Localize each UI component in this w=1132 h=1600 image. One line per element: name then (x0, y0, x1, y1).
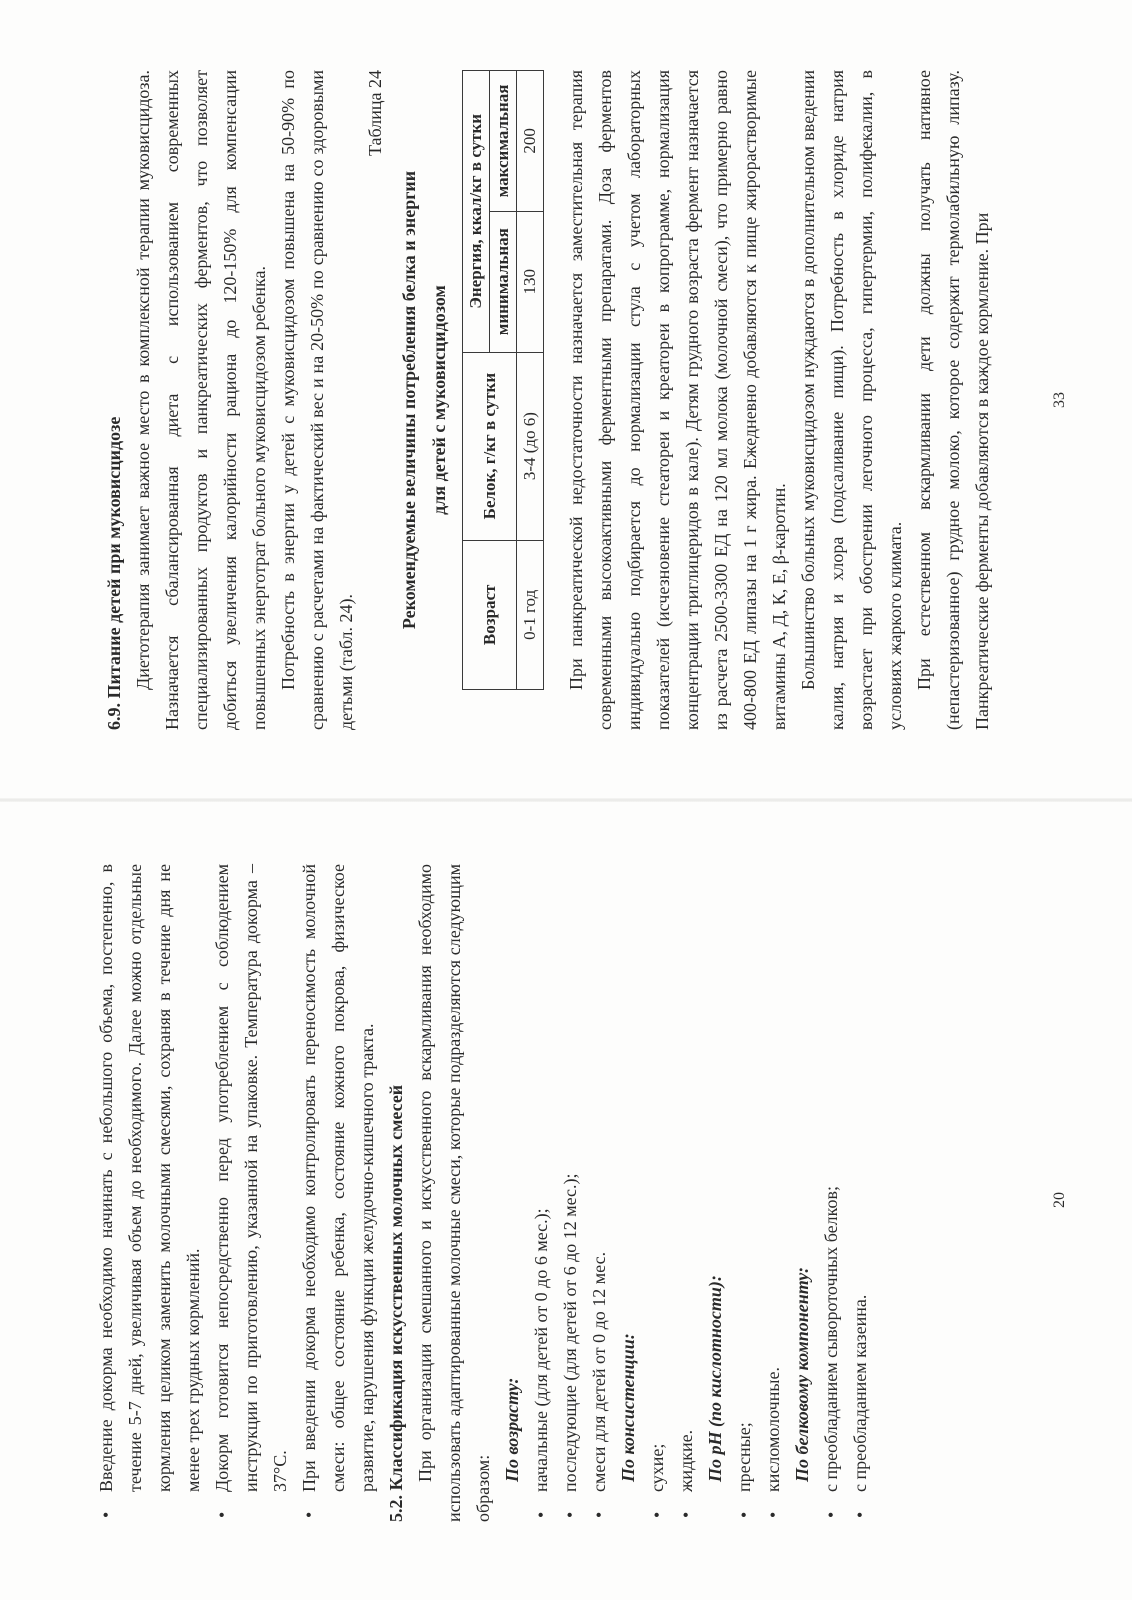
paragraph: При панкреатической недостаточности назначается заместительная терапия современными высокоактивными ферментными препаратами. Доза ферментов индивидуально подбирается до нормализации стула с учетом лабораторных показателей (исчезновение стеатореи и креатореи в копрограмме, нормализация концентрации триглицеридов в кале). Детям грудного возраста фермент назначается из расчета 2500-3300 ЕД на 120 мл молока (молочной смеси), что примерно равно 400-800 ЕД липазы на 1 г жира. Ежедневно добавляются к пище жирорастворимые витамины А, Д, К, Е, β-каротин. (566, 70, 789, 730)
table-cell-min: 130 (517, 211, 544, 352)
list-item: • с преобладанием казеина. (846, 864, 875, 1522)
list-item: • начальные (для детей от 0 до 6 мес.); (527, 864, 556, 1522)
paragraph: Большинство больных муковисцидозом нуждаются в дополнительном введении калия, натрия и хлора (подсаливание пищи). Потребность в хлориде натрия возрастает при обострении легочного процесса, гипертермии, полифекалии, в условиях жаркого климата. (798, 70, 905, 730)
list-item: • Введение докорма необходимо начинать с небольшого объема, постепенно, в течение 5-7 дней, увеличивая объем до необходимого. Далее можно отдельные кормления целиком заменить молочными смесями, сохраняя в течение дня не менее трех грудных кормлений. (92, 864, 208, 1522)
table-cell-max: 200 (517, 71, 544, 212)
table-cell-protein: 3-4 (до 6) (517, 352, 544, 540)
list-item: • сухие; (643, 864, 672, 1522)
page-number: 20 (1051, 1192, 1068, 1208)
table-header-max: максимальная (490, 71, 517, 212)
table-header-min: минимальная (490, 211, 517, 352)
table-number: Таблица 24 (365, 70, 385, 156)
list-item: • жидкие. (672, 864, 701, 1522)
intro-paragraph: При организации смешанного и искусственного вскармливания необходимо использовать адаптированные молочные смеси, которые подразделяются следующим образом: (415, 864, 493, 1522)
dokorm-bullet-list (92, 864, 382, 1522)
list-item: • с преобладанием сывороточных белков; (817, 864, 846, 1522)
group-list-age (527, 864, 614, 1522)
list-item: • последующие (для детей от 6 до 12 мес.); (556, 864, 585, 1522)
page-number: 33 (1051, 392, 1068, 408)
group-title-protein: По белковому компоненту: (792, 1266, 812, 1482)
table-header-protein: Белок, г/кг в сутки (463, 352, 517, 540)
table-title-line: Рекомендуемые величины потребления белка и энергии (399, 170, 419, 630)
list-item: • Докорм готовится непосредственно перед употреблением с соблюдением инструкции по приготовлению, указанной на упаковке. Температура докорма – 37°С. (208, 864, 295, 1522)
group-list-ph (730, 864, 788, 1522)
table-row (517, 71, 544, 690)
table-title (394, 70, 454, 730)
group-list-consistency (643, 864, 701, 1522)
paragraph: Диетотерапия занимает важное место в комплексной терапии муковисцидоза. Назначается сбалансированная диета с использованием современных специализированных продуктов и панкреатических ферментов, что позволяет добиться увеличения калорийности рациона до 120-150% для компенсации повышенных энерготрат больного муковисцидозом ребенка. (133, 70, 269, 730)
table-title-line: для детей с муковисцидозом (429, 285, 449, 515)
group-list-protein (817, 864, 875, 1522)
section-title: 6.9. Питание детей при муковисцидозе (104, 416, 124, 730)
paragraph: При естественном вскармливании дети должны получать нативное (непастеризованное) грудное молоко, которое содержит термолабильную липазу. Панкреатические ферменты добавляются в каждое кормление. При (914, 70, 992, 730)
list-item: • кисломолочные. (759, 864, 788, 1522)
table-header-age: Возраст (463, 540, 517, 689)
list-item: • пресные; (730, 864, 759, 1522)
list-item: • При введении докорма необходимо контролировать переносимость молочной смеси: общее состояние ребенка, состояние кожного покрова, физическое развитие, нарушения функции желудочно-кишечного тракта. (295, 864, 382, 1522)
group-title-age: По возрасту: (502, 1377, 522, 1482)
nutrition-table (462, 70, 544, 690)
list-item: • смеси для детей от 0 до 12 мес. (585, 864, 614, 1522)
paragraph: Потребность в энергии у детей с муковисцидозом повышена на 50-90% по сравнению с расчетами на фактический вес и на 20-50% по сравнению со здоровыми детьми (табл. 24). (278, 70, 356, 730)
group-title-ph: По pH (по кислотности): (705, 1275, 725, 1482)
table-cell-age: 0-1 год (517, 540, 544, 689)
table-header-energy: Энергия, ккал/кг в сутки (463, 71, 490, 353)
page-left (0, 800, 1132, 1600)
section-title: 5.2. Классификация искусственных молочных смесей (386, 1084, 406, 1522)
group-title-consistency: По консистенции: (618, 1333, 638, 1482)
